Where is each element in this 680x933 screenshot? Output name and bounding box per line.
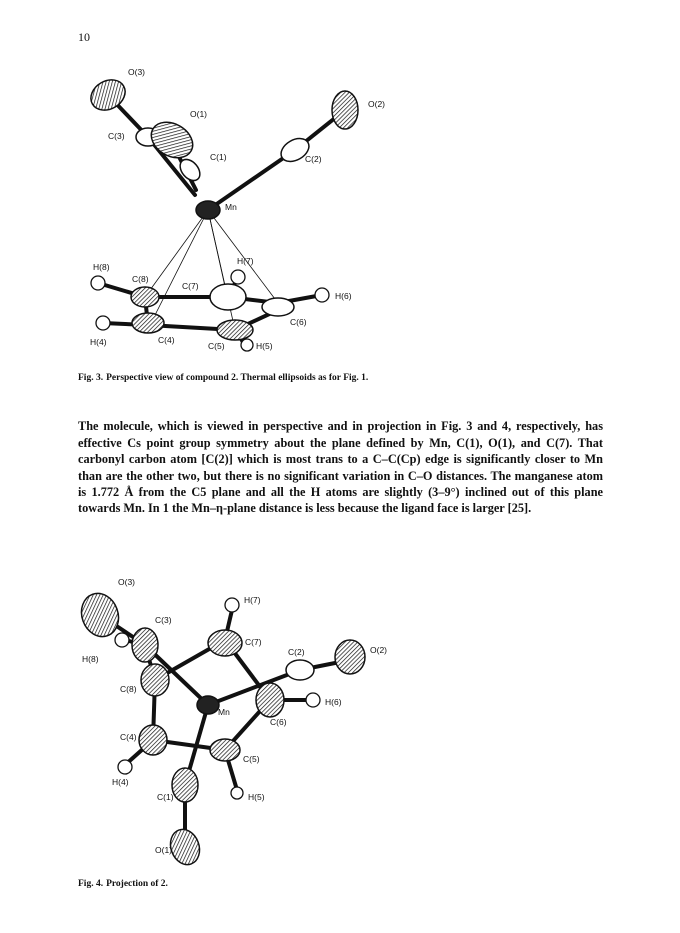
atom-label: H(6) [335,291,352,301]
atom-label: H(8) [82,654,99,664]
atom-label: H(4) [112,777,129,787]
atom-label: C(7) [245,637,262,647]
atom-label: C(6) [270,717,287,727]
caption-text: Perspective view of compound 2. Thermal ellipsoids as for Fig. 1. [106,373,369,383]
atom-label: C(5) [243,754,260,764]
figure-4-caption [78,879,168,889]
atom-label: H(5) [256,341,273,351]
atom-label: O(3) [128,67,145,77]
atoms [76,588,365,869]
figure-3-caption [78,373,368,383]
atom-label: C(8) [120,684,137,694]
atom-label: C(2) [288,647,305,657]
atom-label: C(1) [157,792,174,802]
figure-4-drawing [0,575,680,875]
caption-label: Fig. 3. [78,373,104,383]
mn-ring-contacts [145,210,278,330]
atom-label: C(1) [210,152,227,162]
caption-text: Projection of 2. [106,879,168,889]
atom-label: H(8) [93,262,110,272]
atom-label: C(7) [182,281,199,291]
atom-label: H(5) [248,792,265,802]
atom-label: H(7) [237,256,254,266]
caption-label: Fig. 4. [78,879,104,889]
atom-label: C(2) [305,154,322,164]
atom-label: Mn [225,202,237,212]
figure-4-projection [0,575,680,875]
atom-label: C(4) [158,335,175,345]
atom-label: O(3) [118,577,135,587]
atom-label: H(7) [244,595,261,605]
figure-3-perspective [0,55,680,360]
atom-label: O(1) [190,109,207,119]
atom-label: H(4) [90,337,107,347]
atom-label: C(6) [290,317,307,327]
atom-label: C(3) [108,131,125,141]
figure-3-drawing [0,55,680,360]
atom-label: H(6) [325,697,342,707]
atom-label: C(3) [155,615,172,625]
body-paragraph: The molecule, which is viewed in perspective and in projection in Fig. 3 and 4, respectively, has effective Cs point group symmetry about the plane defined by Mn, C(1), O(1), and C(7). That carbonyl carbon atom [C(2)] which is most trans to a C–C(Cp) edge is significantly closer to Mn than are the other two, but there is no significant variation in C–O distances. The manganese atom is 1.772 Å from the C5 plane and all the H atoms are slightly (3–9°) inclined out of this plane towards Mn. In 1 the Mn–η-plane distance is less because the ligand face is larger [25]. [78,419,603,516]
atom-label: C(5) [208,341,225,351]
atom-label: Mn [218,707,230,717]
atom-label: O(1) [155,845,172,855]
page-number: 10 [78,30,90,44]
atom-label: C(4) [120,732,137,742]
atom-label: O(2) [370,645,387,655]
atom-label: C(8) [132,274,149,284]
atom-label: O(2) [368,99,385,109]
